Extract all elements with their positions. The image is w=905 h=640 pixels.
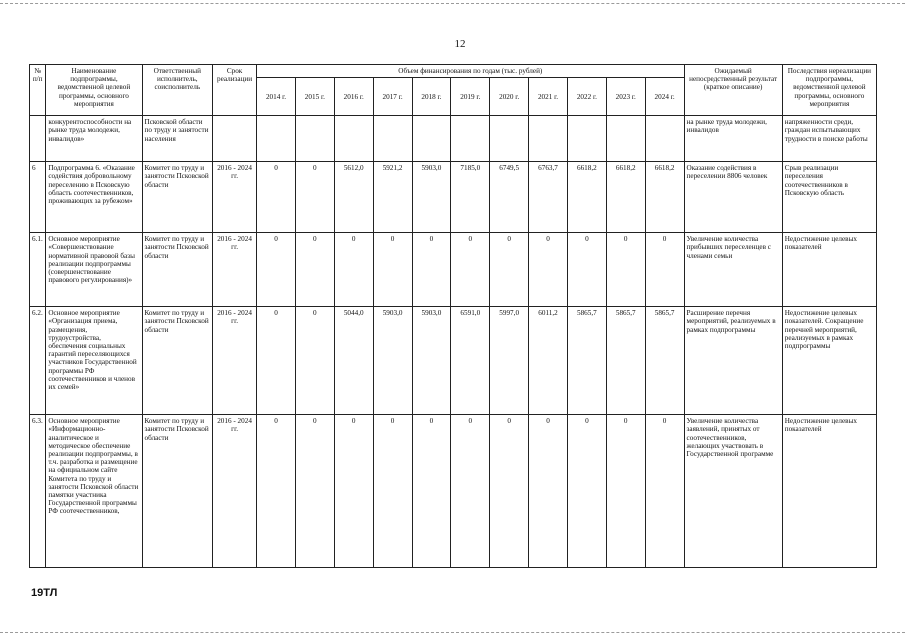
value-cell: 0 — [490, 233, 529, 307]
row-term: 2016 - 2024 гг. — [213, 162, 257, 233]
value-cell: 5903,0 — [412, 162, 451, 233]
value-cell: 5865,7 — [606, 307, 645, 415]
row-executor: Комитет по труду и занятости Псковской области — [142, 307, 213, 415]
row-no — [30, 116, 46, 162]
value-cell: 5997,0 — [490, 307, 529, 415]
header-year: 2019 г. — [451, 78, 490, 116]
header-financing: Объем финансирования по годам (тыс. рублей) — [257, 65, 684, 78]
value-cell: 6618,2 — [606, 162, 645, 233]
row-no: 6.2. — [30, 307, 46, 415]
value-cell: 0 — [606, 233, 645, 307]
page-number: 12 — [454, 38, 466, 50]
header-year: 2018 г. — [412, 78, 451, 116]
value-cell: 6591,0 — [451, 307, 490, 415]
value-cell: 5921,2 — [373, 162, 412, 233]
table-row — [30, 307, 877, 415]
header-year: 2022 г. — [567, 78, 606, 116]
top-scan-edge — [0, 3, 905, 4]
row-result: Расширение перечня мероприятий, реализуемых в рамках подпрограммы — [684, 307, 782, 415]
row-consequences: напряженности среди, граждан испытывающих трудности в поиске работы — [782, 116, 876, 162]
value-cell: 0 — [295, 415, 334, 568]
value-cell: 6618,2 — [567, 162, 606, 233]
row-result: Увеличение количества прибывших переселенцев с членами семьи — [684, 233, 782, 307]
financing-table — [29, 64, 877, 568]
value-cell: 0 — [412, 415, 451, 568]
header-name: Наименование подпрограммы, ведомственной целевой программы, основного мероприятия — [46, 65, 142, 116]
header-year: 2024 г. — [645, 78, 684, 116]
value-cell: 5865,7 — [567, 307, 606, 415]
value-cell: 0 — [373, 233, 412, 307]
table-row — [30, 415, 877, 568]
row-consequences: Срыв реализации переселения соотечественников в Псковскую область — [782, 162, 876, 233]
table-row — [30, 116, 877, 162]
header-year: 2016 г. — [334, 78, 373, 116]
value-cell — [645, 116, 684, 162]
header-no: № п/п — [30, 65, 46, 116]
value-cell: 0 — [451, 415, 490, 568]
value-cell — [295, 116, 334, 162]
value-cell: 5903,0 — [412, 307, 451, 415]
row-consequences: Недостижение целевых показателей — [782, 415, 876, 568]
value-cell: 0 — [257, 415, 296, 568]
row-no: 6 — [30, 162, 46, 233]
table-row — [30, 233, 877, 307]
row-term: 2016 - 2024 гг. — [213, 307, 257, 415]
value-cell: 0 — [567, 415, 606, 568]
row-name: Основное мероприятие «Информационно-аналитическое и методическое обеспечение реализации подпрограммы, в т.ч. разработка и размещение на официальном сайте Комитета по труду и занятости Псковской области памятки участника Государственной программы РФ соотечественников, — [46, 415, 142, 568]
value-cell: 0 — [257, 162, 296, 233]
footer-code: 19ТЛ — [31, 587, 58, 599]
row-executor: Комитет по труду и занятости Псковской области — [142, 415, 213, 568]
value-cell: 0 — [606, 415, 645, 568]
value-cell — [412, 116, 451, 162]
value-cell — [451, 116, 490, 162]
value-cell: 6011,2 — [529, 307, 568, 415]
value-cell: 0 — [567, 233, 606, 307]
bottom-scan-edge — [0, 632, 905, 633]
value-cell: 0 — [257, 233, 296, 307]
row-name: Основное мероприятие «Совершенствование нормативной правовой базы реализации подпрограммы (совершенствование правового регулирования)» — [46, 233, 142, 307]
row-consequences: Недостижение целевых показателей — [782, 233, 876, 307]
value-cell: 0 — [295, 307, 334, 415]
value-cell: 5612,0 — [334, 162, 373, 233]
row-no: 6.3. — [30, 415, 46, 568]
value-cell: 7185,0 — [451, 162, 490, 233]
value-cell: 0 — [334, 233, 373, 307]
row-no: 6.1. — [30, 233, 46, 307]
value-cell: 5044,0 — [334, 307, 373, 415]
row-result: Оказание содействия в переселении 8806 человек — [684, 162, 782, 233]
value-cell — [373, 116, 412, 162]
value-cell: 0 — [645, 233, 684, 307]
row-executor: Псковской области по труду и занятости населения — [142, 116, 213, 162]
value-cell: 0 — [645, 415, 684, 568]
row-result: на рынке труда молодежи, инвалидов — [684, 116, 782, 162]
row-term: 2016 - 2024 гг. — [213, 233, 257, 307]
header-year: 2014 г. — [257, 78, 296, 116]
header-year: 2020 г. — [490, 78, 529, 116]
value-cell: 0 — [295, 162, 334, 233]
value-cell: 6749,5 — [490, 162, 529, 233]
value-cell: 6763,7 — [529, 162, 568, 233]
value-cell: 0 — [529, 415, 568, 568]
header-year: 2017 г. — [373, 78, 412, 116]
row-consequences: Недостижение целевых показателей. Сокращение перечней мероприятий, реализуемых в рамках подпрограммы — [782, 307, 876, 415]
header-year: 2021 г. — [529, 78, 568, 116]
row-executor: Комитет по труду и занятости Псковской области — [142, 162, 213, 233]
value-cell — [567, 116, 606, 162]
value-cell — [606, 116, 645, 162]
value-cell: 0 — [334, 415, 373, 568]
value-cell — [257, 116, 296, 162]
value-cell: 0 — [451, 233, 490, 307]
header-executor: Ответственный исполнитель, соисполнитель — [142, 65, 213, 116]
value-cell — [334, 116, 373, 162]
value-cell: 5903,0 — [373, 307, 412, 415]
row-term — [213, 116, 257, 162]
table-row — [30, 162, 877, 233]
value-cell: 5865,7 — [645, 307, 684, 415]
header-term: Срок реализации — [213, 65, 257, 116]
row-name: Подпрограмма 6. «Оказание содействия добровольному переселению в Псковскую область соотечественников, проживающих за рубежом» — [46, 162, 142, 233]
value-cell: 0 — [257, 307, 296, 415]
value-cell: 0 — [295, 233, 334, 307]
row-result: Увеличение количества заявлений, принятых от соотечественников, желающих участвовать в Государственной программе — [684, 415, 782, 568]
value-cell — [529, 116, 568, 162]
row-name: Основное мероприятие «Организация приема, размещения, трудоустройства, обеспечения социальных гарантий переселяющихся участников Государственной программы РФ соотечественников и членов их семей» — [46, 307, 142, 415]
row-executor: Комитет по труду и занятости Псковской области — [142, 233, 213, 307]
header-consequences: Последствия нереализации подпрограммы, ведомственной целевой программы, основного мероприятия — [782, 65, 876, 116]
header-result: Ожидаемый непосредственный результат (краткое описание) — [684, 65, 782, 116]
value-cell: 0 — [412, 233, 451, 307]
value-cell: 6618,2 — [645, 162, 684, 233]
row-name: конкурентоспособности на рынке труда молодежи, инвалидов» — [46, 116, 142, 162]
value-cell: 0 — [529, 233, 568, 307]
header-year: 2015 г. — [295, 78, 334, 116]
value-cell: 0 — [373, 415, 412, 568]
header-year: 2023 г. — [606, 78, 645, 116]
value-cell: 0 — [490, 415, 529, 568]
value-cell — [490, 116, 529, 162]
row-term: 2016 - 2024 гг. — [213, 415, 257, 568]
